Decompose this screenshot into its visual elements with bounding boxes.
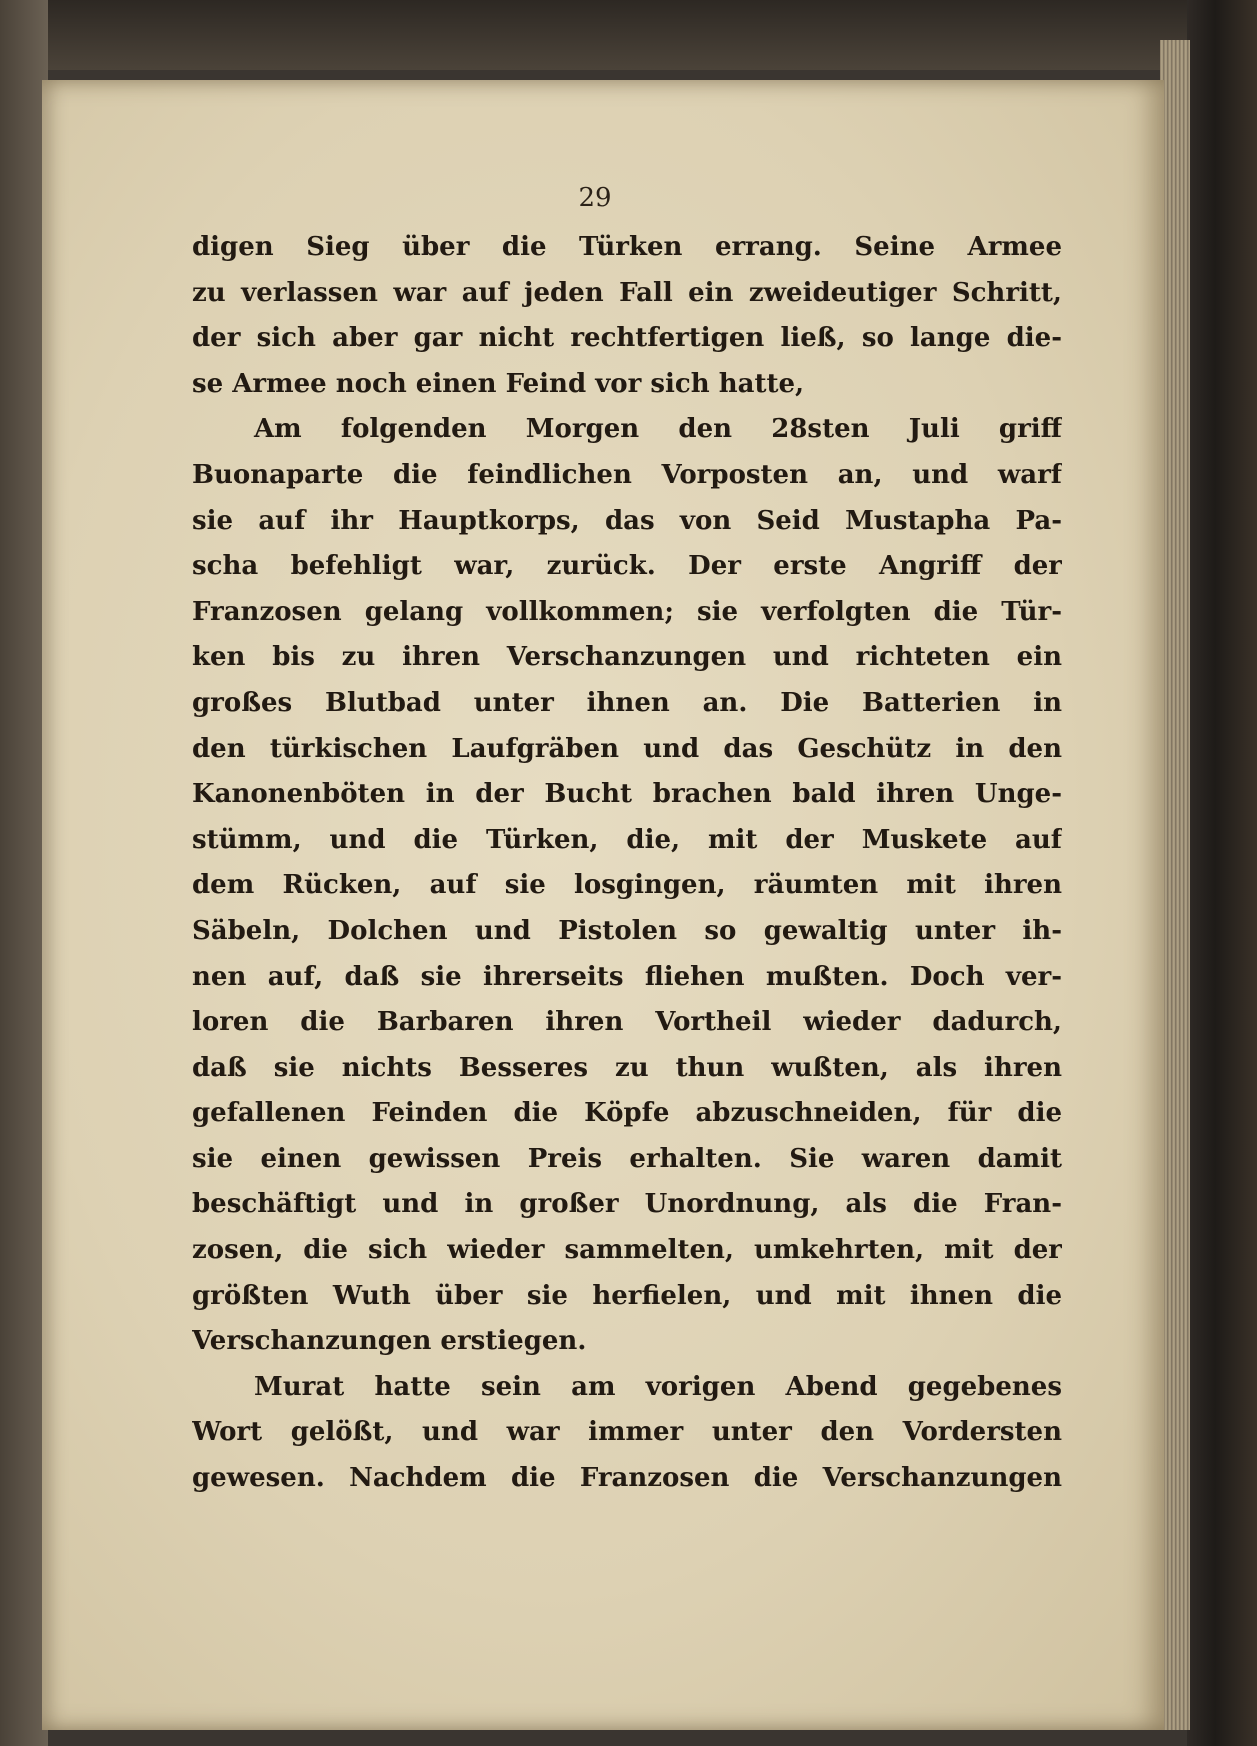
text-line: stümm, und die Türken, die, mit der Muskete auf	[192, 824, 1062, 855]
book-left-edge	[0, 0, 48, 1746]
text-line: größten Wuth über sie herfielen, und mit ihnen die	[192, 1280, 1062, 1311]
text-line: se Armee noch einen Feind vor sich hatte,	[192, 368, 805, 399]
text-line: großes Blutbad unter ihnen an. Die Batterien in	[192, 687, 1062, 718]
text-line: Buonaparte die feindlichen Vorposten an, und warf	[192, 459, 1062, 490]
text-line: daß sie nichts Besseres zu thun wußten, als ihren	[192, 1052, 1062, 1083]
text-line: Verschanzungen erstiegen.	[192, 1326, 587, 1357]
text-line: loren die Barbaren ihren Vortheil wieder dadurch,	[192, 1007, 1062, 1038]
text-line: scha befehligt war, zurück. Der erste Angriff der	[192, 551, 1062, 582]
book-top-edge	[0, 0, 1257, 70]
book-page	[42, 80, 1164, 1730]
text-line: gefallenen Feinden die Köpfe abzuschneiden, für die	[192, 1098, 1062, 1129]
text-line: Am folgenden Morgen den 28sten Juli griff	[254, 414, 1062, 445]
page-number: 29	[578, 183, 612, 213]
text-line: beschäftigt und in großer Unordnung, als die Fran-	[192, 1189, 1062, 1220]
text-line: Franzosen gelang vollkommen; sie verfolgten die Tür-	[192, 596, 1062, 627]
text-line: gewesen. Nachdem die Franzosen die Verschanzungen	[192, 1463, 1062, 1494]
page-text	[192, 225, 1062, 1502]
text-line: sie einen gewissen Preis erhalten. Sie waren damit	[192, 1143, 1062, 1174]
text-line: den türkischen Laufgräben und das Geschütz in den	[192, 733, 1062, 764]
text-line: der sich aber gar nicht rechtfertigen ließ, so lange die-	[192, 323, 1062, 354]
text-line: Kanonenböten in der Bucht brachen bald ihren Unge-	[192, 779, 1062, 810]
text-line: Wort gelößt, und war immer unter den Vordersten	[192, 1417, 1062, 1448]
text-line: zu verlassen war auf jeden Fall ein zweideutiger Schritt,	[192, 277, 1062, 308]
text-line: digen Sieg über die Türken errang. Seine Armee	[192, 232, 1062, 262]
text-line: zosen, die sich wieder sammelten, umkehrten, mit der	[192, 1235, 1062, 1266]
page-block-edges	[1160, 40, 1190, 1730]
text-line: Säbeln, Dolchen und Pistolen so gewaltig unter ih-	[192, 915, 1062, 946]
text-line: sie auf ihr Hauptkorps, das von Seid Mustapha Pa-	[192, 505, 1062, 536]
text-line: Murat hatte sein am vorigen Abend gegebenes	[254, 1371, 1062, 1402]
book-cover-edge	[1187, 0, 1257, 1746]
text-line: ken bis zu ihren Verschanzungen und richteten ein	[192, 642, 1062, 673]
text-line: nen auf, daß sie ihrerseits fliehen mußten. Doch ver-	[192, 961, 1062, 992]
text-line: dem Rücken, auf sie losgingen, räumten mit ihren	[192, 870, 1062, 901]
